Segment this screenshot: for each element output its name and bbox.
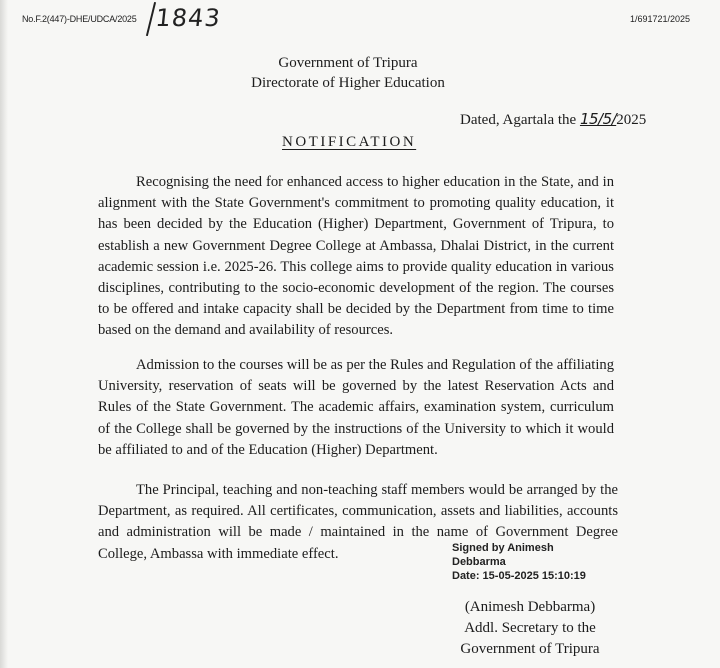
dated-prefix: Dated, Agartala the: [460, 112, 577, 128]
officer-block: [455, 597, 605, 660]
paragraph-1: Recognising the need for enhanced access to higher education in the State, and in alignment with the State Government's commitment to promoting quality education, it has been decided by the Education (Higher) Department, Government of Tripura, to establish a new Government Degree College at Ambassa, Dhalai District, in the current academic session i.e. 2025-26. This college aims to provide quality education in various disciplines, contributing to the socio-economic development of the region. The courses to be offered and intake capacity shall be decided by the Department from time to time based on the demand and availability of resources.: [98, 174, 614, 339]
file-code: 1/691721/2025: [629, 14, 690, 24]
signature-line-2: Debbarma: [452, 556, 506, 568]
notification-title: NOTIFICATION: [282, 134, 417, 150]
officer-office: Government of Tripura: [460, 641, 600, 657]
header-government: Government of Tripura: [278, 55, 418, 71]
page-edge-shadow: [0, 0, 8, 668]
dated-day-month: 15/5/: [579, 110, 617, 128]
dated-year: 2025: [616, 112, 647, 128]
handwritten-number: [148, 2, 222, 36]
signature-line-1: Signed by Animesh: [452, 542, 554, 554]
paragraph-3: The Principal, teaching and non-teaching staff members would be arranged by the Department, as required. All certificates, communication, assets and liabilities, accounts and administration will be made / maintained in the name of Government Degree College, Ambassa with immediate effect.: [98, 482, 618, 562]
header-directorate: Directorate of Higher Education: [251, 75, 445, 91]
signature-line-3: Date: 15-05-2025 15:10:19: [452, 570, 586, 582]
reference-number: No.F.2(447)-DHE/UDCA/2025: [22, 14, 137, 24]
officer-name: (Animesh Debbarma): [464, 599, 596, 615]
digital-signature: [452, 541, 586, 583]
dated-line: [460, 110, 646, 129]
handwritten-number-text: 1843: [154, 4, 223, 32]
paragraph-2: Admission to the courses will be as per the Rules and Regulation of the affiliating University, reservation of seats will be governed by the latest Reservation Acts and Rules of the State Government. The academic affairs, examination system, curriculum of the College shall be governed by the instructions of the University to which it would be affiliated to and of the Education (Higher) Department.: [98, 357, 614, 458]
officer-designation: Addl. Secretary to the: [464, 620, 596, 636]
